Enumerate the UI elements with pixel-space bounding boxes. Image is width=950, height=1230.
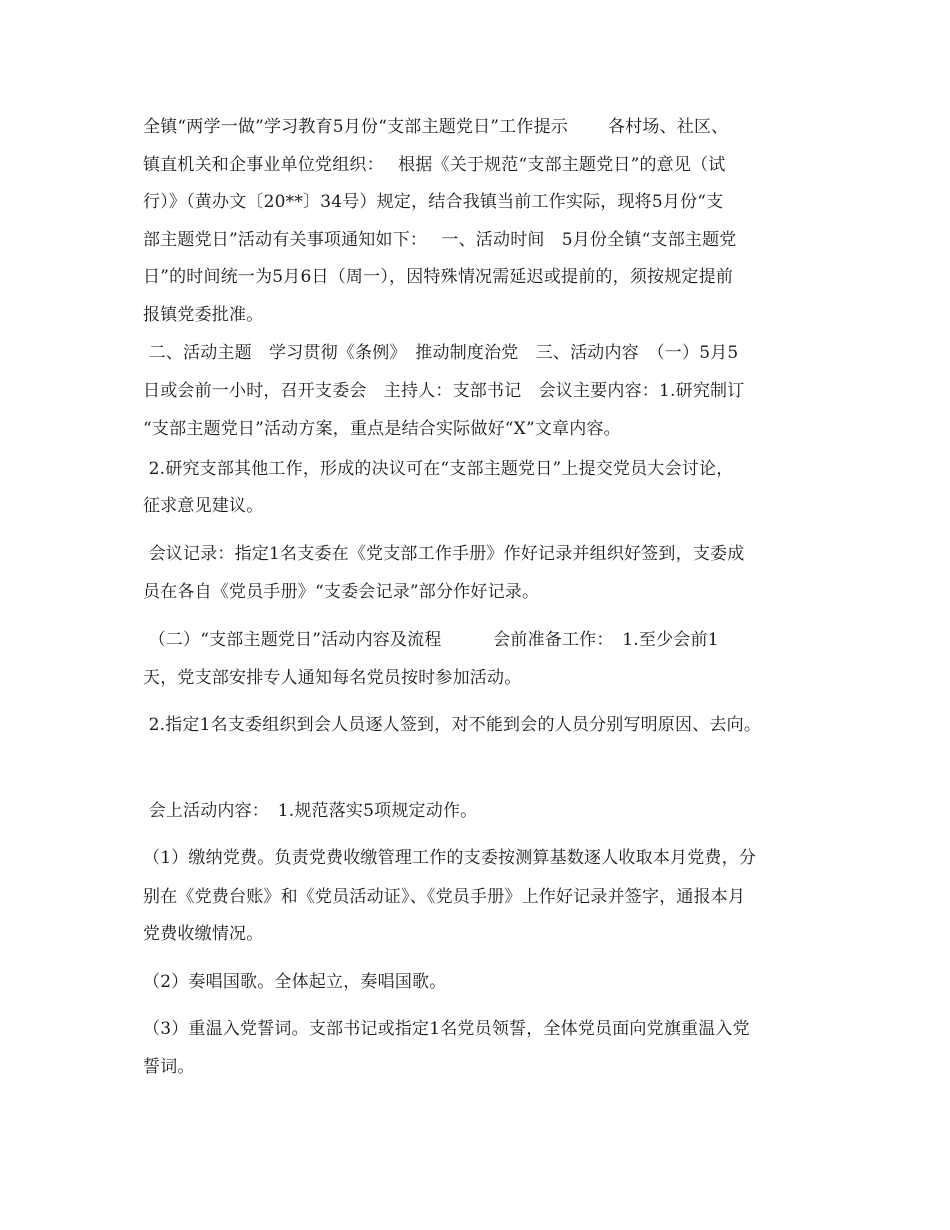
text-line: 日”的时间统一为5月6日（周一），因特殊情况需延迟或提前的，须按规定提前 [143,267,734,287]
text-line: 别在《党费台账》和《党员活动证》、《党员手册》上作好记录并签字，通报本月 [143,887,746,907]
text-line: 2.指定1名支委组织到会人员逐人签到，对不能到会的人员分别写明原因、去向。 [143,715,762,735]
text-line: 誓词。 [143,1057,195,1077]
text-line: 征求意见建议。 [143,496,264,516]
text-line: （2）奏唱国歌。全体起立，奏唱国歌。 [143,972,447,992]
text-line: 天，党支部安排专人通知每名党员按时参加活动。 [143,668,522,688]
text-line: 全镇“两学一做”学习教育5月份“支部主题党日”工作提示 各村场、社区、 [143,117,729,137]
text-line: 部主题党日”活动有关事项通知如下： 一、活动时间 5月份全镇“支部主题党 [143,230,737,250]
text-line: 会上活动内容： 1.规范落实5项规定动作。 [143,801,478,821]
text-line: “支部主题党日”活动方案，重点是结合实际做好“X”文章内容。 [143,419,621,439]
text-line: （1）缴纳党费。负责党费收缴管理工作的支委按测算基数逐人收取本月党费，分 [143,848,757,868]
text-line: 日或会前一小时，召开支委会 主持人：支部书记 会议主要内容：1.研究制订 [143,381,745,401]
text-line: （二）“支部主题党日”活动内容及流程 会前准备工作： 1.至少会前1 [143,630,719,650]
text-line: 行）》（黄办文〔20**〕34号）规定，结合我镇当前工作实际，现将5月份“支 [143,192,724,212]
text-line: 2.研究支部其他工作，形成的决议可在“支部主题党日”上提交党员大会讨论， [143,459,734,479]
text-line: 报镇党委批准。 [143,305,264,325]
text-line: 二、活动主题 学习贯彻《条例》 推动制度治党 三、活动内容 （一）5月5 [143,343,739,363]
text-line: 党费收缴情况。 [143,924,264,944]
text-line: （3）重温入党誓词。支部书记或指定1名党员领誓，全体党员面向党旗重温入党 [143,1019,750,1039]
text-line: 会议记录：指定1名支委在《党支部工作手册》作好记录并组织好签到，支委成 [143,544,745,564]
text-line: 员在各自《党员手册》“支委会记录”部分作好记录。 [143,582,540,602]
text-line: 镇直机关和企事业单位党组织： 根据《关于规范“支部主题党日”的意见（试 [143,155,726,175]
